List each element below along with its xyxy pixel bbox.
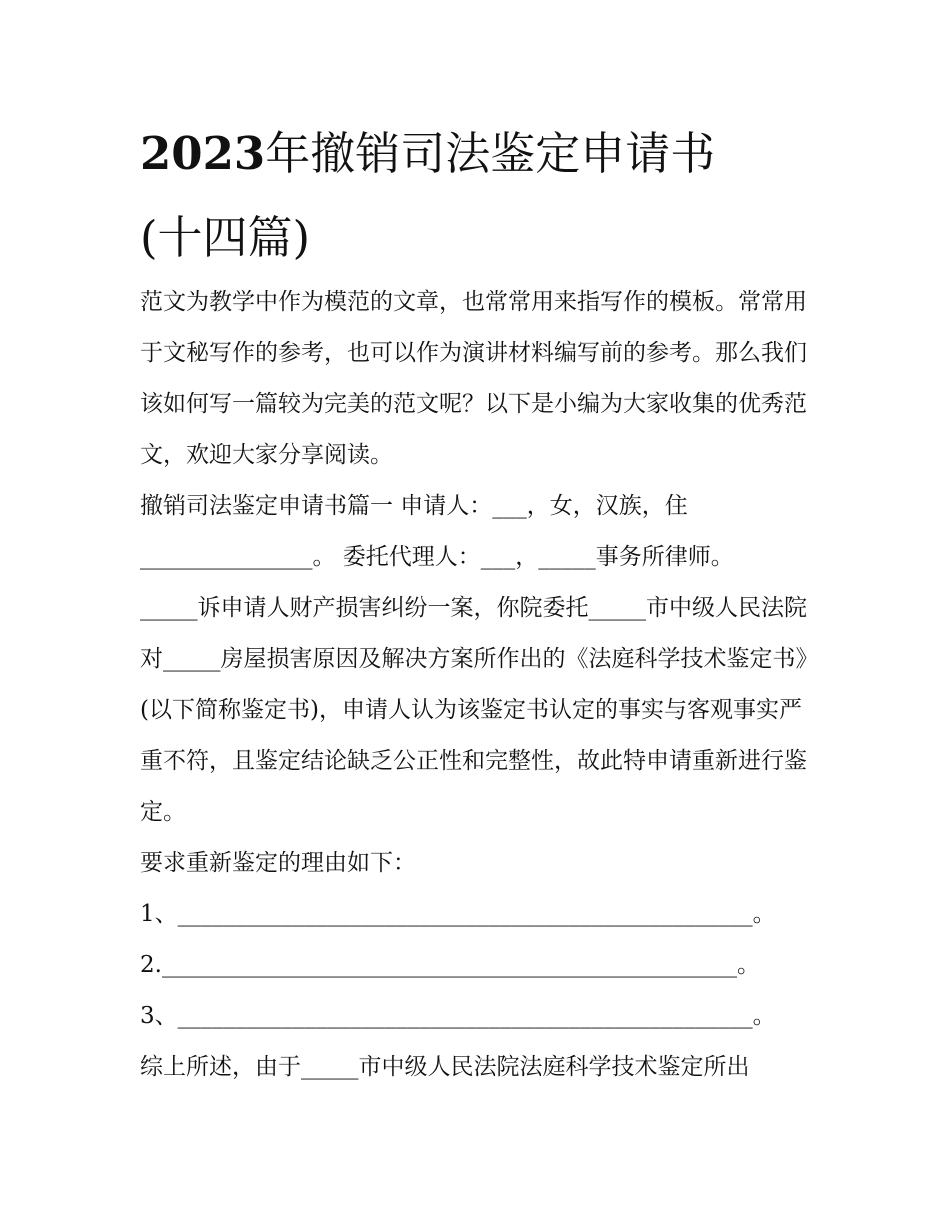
- reason-item-1: 1、__________________________________________________。: [140, 901, 776, 927]
- applicant-paragraph: 撤销司法鉴定申请书篇一 申请人：___，女，汉族，住_______________。 委托代理人：___，_____事务所律师。: [140, 493, 734, 570]
- reasons-heading: 要求重新鉴定的理由如下：: [140, 850, 416, 876]
- document-body: [140, 277, 820, 1093]
- reason-item-2: 2.__________________________________________________。: [140, 952, 760, 978]
- intro-paragraph: 范文为教学中作为模范的文章，也常常用来指写作的模板。常常用于文秘写作的参考，也可以作为演讲材料编写前的参考。那么我们该如何写一篇较为完美的范文呢？以下是小编为大家收集的优秀范文，欢迎大家分享阅读。: [140, 289, 807, 468]
- title-year: 2023: [140, 127, 266, 180]
- title-subtitle: (十四篇): [140, 211, 311, 264]
- title-main: 年撤销司法鉴定申请书: [265, 127, 716, 180]
- reason-item-3: 3、__________________________________________________。: [140, 1003, 776, 1029]
- document-title: [140, 112, 840, 280]
- case-paragraph: _____诉申请人财产损害纠纷一案，你院委托_____市中级人民法院对_____房屋损害原因及解决方案所作出的《法庭科学技术鉴定书》(以下简称鉴定书)，申请人认为该鉴定书认定的事实与客观事实严重不符，且鉴定结论缺乏公正性和完整性，故此特申请重新进行鉴定。: [140, 595, 819, 825]
- conclusion-paragraph: 综上所述，由于_____市中级人民法院法庭科学技术鉴定所出: [140, 1054, 750, 1080]
